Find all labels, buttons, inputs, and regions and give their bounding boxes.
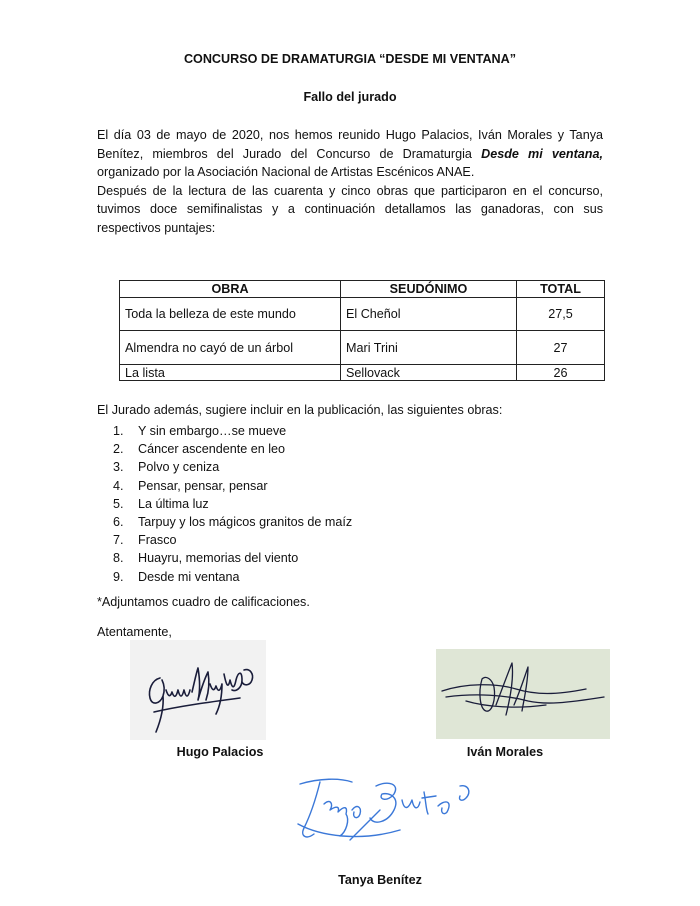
document-subtitle: Fallo del jurado <box>303 90 397 104</box>
table-row <box>120 331 605 365</box>
list-item: 3. Polvo y ceniza <box>113 460 220 475</box>
suggested-works-list <box>113 422 352 586</box>
signature-strokes <box>298 779 469 840</box>
winners-table <box>119 280 605 381</box>
list-item: 6. Tarpuy y los mágicos granitos de maíz <box>113 514 353 529</box>
reading-paragraph: Después de la lectura de las cuarenta y cinco obras que participaron en el concurso, tuvimos doce semifinalistas y a continuación detallamos las ganadoras, con sus respectivos puntajes: <box>97 183 603 235</box>
signature-tanya-benitez <box>290 770 490 850</box>
cell-seudonimo: El Cheñol <box>341 298 517 331</box>
cell-total: 26 <box>517 365 605 381</box>
document-title: CONCURSO DE DRAMATURGIA “DESDE MI VENTANA” <box>183 52 517 66</box>
cell-total: 27,5 <box>517 298 605 331</box>
cell-obra: Almendra no cayó de un árbol <box>120 331 341 365</box>
intro-text-2: organizado por la Asociación Nacional de Artistas Escénicos ANAE. <box>97 165 475 179</box>
list-item: 4. Pensar, pensar, pensar <box>113 478 268 493</box>
signature-ivan-morales <box>436 649 610 739</box>
contest-name-emphasis: Desde mi ventana, <box>481 146 604 161</box>
cell-total: 27 <box>517 331 605 365</box>
signatory-name-3: Tanya Benítez <box>338 873 422 887</box>
attachment-note: *Adjuntamos cuadro de calificaciones. <box>97 595 310 609</box>
table-row <box>120 365 605 381</box>
cell-obra: Toda la belleza de este mundo <box>120 298 341 331</box>
table-row <box>120 298 605 331</box>
closing-salutation: Atentamente, <box>97 625 172 639</box>
signatory-name-1: Hugo Palacios <box>176 745 264 759</box>
list-item: 1. Y sin embargo…se mueve <box>113 424 287 438</box>
header-obra: OBRA <box>120 281 341 298</box>
header-seudonimo: SEUDÓNIMO <box>341 281 517 298</box>
list-item: 7. Frasco <box>113 533 177 548</box>
cell-seudonimo: Mari Trini <box>341 331 517 365</box>
list-item: 9. Desde mi ventana <box>113 569 240 584</box>
list-intro: El Jurado además, sugiere incluir en la publicación, las siguientes obras: <box>97 403 503 417</box>
signature-hugo-palacios <box>130 640 266 740</box>
cell-obra: La lista <box>120 365 341 381</box>
header-total: TOTAL <box>517 281 605 298</box>
intro-text-1: El día 03 de mayo de 2020, nos hemos reunido Hugo Palacios, Iván Morales y Tanya Benítez, miembros del Jurado del Concurso de Dramaturgia <box>97 128 603 161</box>
list-item: 8. Huayru, memorias del viento <box>113 551 299 566</box>
intro-paragraph <box>97 126 603 237</box>
signature-paper <box>436 649 610 739</box>
cell-seudonimo: Sellovack <box>341 365 517 381</box>
list-item: 5. La última luz <box>113 496 209 511</box>
list-item: 2. Cáncer ascendente en leo <box>113 442 286 457</box>
signatory-name-2: Iván Morales <box>466 745 544 759</box>
table-header-row <box>120 281 605 298</box>
